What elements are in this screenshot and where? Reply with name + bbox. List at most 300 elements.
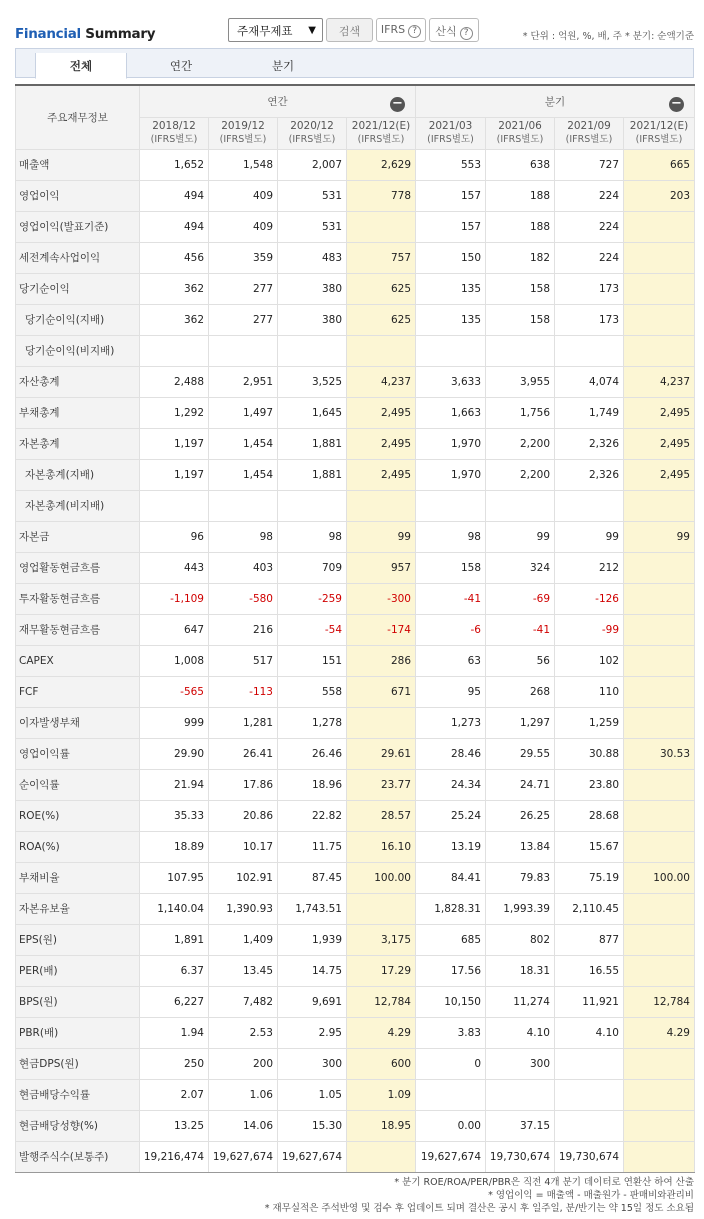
table-cell — [624, 769, 695, 800]
table-cell: 403 — [209, 552, 278, 583]
table-cell — [624, 552, 695, 583]
table-cell: 12,784 — [624, 986, 695, 1017]
table-cell: 6,227 — [140, 986, 209, 1017]
table-cell: 625 — [347, 273, 416, 304]
column-period: 2020/12 — [290, 120, 334, 132]
table-cell — [347, 335, 416, 366]
table-cell: 1,970 — [416, 428, 486, 459]
table-cell — [416, 335, 486, 366]
row-label: 당기순이익(지배) — [16, 304, 140, 335]
table-cell: 2,495 — [624, 459, 695, 490]
table-cell: 362 — [140, 304, 209, 335]
table-cell: 1.05 — [278, 1079, 347, 1110]
table-cell: 18.95 — [347, 1110, 416, 1141]
table-cell: 2,495 — [624, 428, 695, 459]
table-cell: 1,140.04 — [140, 893, 209, 924]
column-header — [209, 117, 278, 149]
table-row — [16, 614, 695, 645]
table-cell: 494 — [140, 180, 209, 211]
page-title-part2: Summary — [85, 26, 156, 42]
table-cell: 188 — [486, 180, 555, 211]
table-cell: 778 — [347, 180, 416, 211]
table-cell: 99 — [347, 521, 416, 552]
column-period: 2021/12(E) — [629, 120, 689, 132]
table-cell — [624, 1110, 695, 1141]
table-cell: 1,828.31 — [416, 893, 486, 924]
table-cell: 4.10 — [486, 1017, 555, 1048]
table-cell: 158 — [486, 304, 555, 335]
table-cell — [624, 831, 695, 862]
question-icon: ? — [460, 27, 473, 40]
table-cell — [486, 335, 555, 366]
table-cell: 250 — [140, 1048, 209, 1079]
tab-all[interactable]: 전체 — [35, 53, 127, 79]
table-cell: 1,891 — [140, 924, 209, 955]
column-basis: (IFRS별도) — [635, 134, 683, 145]
table-cell: 2,200 — [486, 459, 555, 490]
table-cell: 1,743.51 — [278, 893, 347, 924]
row-label: FCF — [16, 676, 140, 707]
row-label: 현금DPS(원) — [16, 1048, 140, 1079]
table-cell: 158 — [486, 273, 555, 304]
table-cell: 182 — [486, 242, 555, 273]
table-cell: 2,495 — [624, 397, 695, 428]
row-label: 순이익률 — [16, 769, 140, 800]
statement-type-value: 주재무제표 — [237, 24, 293, 38]
table-row — [16, 490, 695, 521]
table-cell — [555, 1048, 624, 1079]
table-cell: 2,495 — [347, 459, 416, 490]
row-label: 영업이익(발표기준) — [16, 211, 140, 242]
table-row — [16, 1079, 695, 1110]
column-period: 2021/03 — [428, 120, 473, 132]
table-cell: 16.10 — [347, 831, 416, 862]
table-cell: 4,237 — [347, 366, 416, 397]
table-cell: 203 — [624, 180, 695, 211]
table-cell: 19,216,474 — [140, 1141, 209, 1172]
table-cell: 19,627,674 — [209, 1141, 278, 1172]
table-cell: 22.82 — [278, 800, 347, 831]
column-header — [416, 117, 486, 149]
row-label: 영업이익률 — [16, 738, 140, 769]
group-annual — [140, 85, 416, 117]
table-cell: -41 — [416, 583, 486, 614]
table-cell: 4.29 — [624, 1017, 695, 1048]
table-cell: 2,495 — [347, 397, 416, 428]
group-quarter-label: 분기 — [544, 96, 566, 108]
table-row — [16, 800, 695, 831]
table-cell — [486, 1079, 555, 1110]
formula-label: 산식 — [435, 25, 457, 38]
collapse-quarter-icon[interactable]: − — [669, 97, 684, 112]
table-cell — [624, 1141, 695, 1172]
table-row — [16, 1048, 695, 1079]
table-cell: 212 — [555, 552, 624, 583]
ifrs-label: IFRS — [380, 23, 406, 36]
table-cell: 23.77 — [347, 769, 416, 800]
row-label: 발행주식수(보통주) — [16, 1141, 140, 1172]
table-cell: 483 — [278, 242, 347, 273]
table-cell: 409 — [209, 211, 278, 242]
row-label: PER(배) — [16, 955, 140, 986]
column-basis: (IFRS별도) — [288, 134, 336, 145]
corner-label: 주요재무정보 — [16, 85, 140, 149]
table-cell: 15.30 — [278, 1110, 347, 1141]
period-tabs — [15, 48, 694, 78]
table-cell: 13.19 — [416, 831, 486, 862]
column-basis: (IFRS별도) — [219, 134, 267, 145]
table-cell: 29.61 — [347, 738, 416, 769]
footnote: * 재무실적은 주석반영 및 검수 후 업데이트 되며 결산은 공시 후 일주일, 분/반기는 약 15일 정도 소요됨 — [264, 1203, 694, 1214]
row-label: EPS(원) — [16, 924, 140, 955]
table-cell: 26.25 — [486, 800, 555, 831]
table-cell: 409 — [209, 180, 278, 211]
table-row — [16, 211, 695, 242]
table-cell: 24.71 — [486, 769, 555, 800]
table-cell: 1,881 — [278, 428, 347, 459]
column-header — [624, 117, 695, 149]
table-cell: 173 — [555, 304, 624, 335]
table-row — [16, 707, 695, 738]
row-label: 자본금 — [16, 521, 140, 552]
table-cell: 1,454 — [209, 428, 278, 459]
table-cell: 2,110.45 — [555, 893, 624, 924]
table-cell: 7,482 — [209, 986, 278, 1017]
column-period: 2021/09 — [567, 120, 611, 132]
table-cell: 2,951 — [209, 366, 278, 397]
table-cell: 1,939 — [278, 924, 347, 955]
collapse-annual-icon[interactable]: − — [390, 97, 405, 112]
tab-annual[interactable]: 연간 — [169, 59, 193, 73]
table-cell: 11,274 — [486, 986, 555, 1017]
table-cell — [555, 1079, 624, 1110]
group-quarter — [416, 85, 695, 117]
table-cell — [555, 490, 624, 521]
table-cell — [416, 1079, 486, 1110]
table-cell: 11,921 — [555, 986, 624, 1017]
table-cell — [140, 490, 209, 521]
table-cell: 96 — [140, 521, 209, 552]
table-cell: 110 — [555, 676, 624, 707]
table-cell — [624, 273, 695, 304]
table-cell: 1,497 — [209, 397, 278, 428]
table-cell — [624, 335, 695, 366]
table-cell: 19,730,674 — [486, 1141, 555, 1172]
table-cell: 135 — [416, 304, 486, 335]
table-row — [16, 986, 695, 1017]
table-cell: 531 — [278, 211, 347, 242]
row-label: 부채비율 — [16, 862, 140, 893]
table-cell: 380 — [278, 304, 347, 335]
table-cell: 11.75 — [278, 831, 347, 862]
table-row — [16, 738, 695, 769]
table-cell: 517 — [209, 645, 278, 676]
table-cell: 638 — [486, 149, 555, 180]
tab-quarter[interactable]: 분기 — [271, 59, 295, 73]
table-cell: 102 — [555, 645, 624, 676]
table-cell: 1,652 — [140, 149, 209, 180]
row-label: 부채총계 — [16, 397, 140, 428]
table-cell: 380 — [278, 273, 347, 304]
table-cell: 600 — [347, 1048, 416, 1079]
row-label: 영업활동현금흐름 — [16, 552, 140, 583]
column-header — [140, 117, 209, 149]
table-cell: 1.06 — [209, 1079, 278, 1110]
table-cell: 362 — [140, 273, 209, 304]
row-label: 당기순이익 — [16, 273, 140, 304]
table-cell — [624, 707, 695, 738]
table-cell — [555, 1110, 624, 1141]
table-cell: 30.88 — [555, 738, 624, 769]
table-cell — [624, 924, 695, 955]
table-cell: 17.56 — [416, 955, 486, 986]
table-cell: 19,627,674 — [416, 1141, 486, 1172]
table-cell: 3.83 — [416, 1017, 486, 1048]
table-cell: 268 — [486, 676, 555, 707]
table-cell: 37.15 — [486, 1110, 555, 1141]
chevron-down-icon: ▼ — [308, 25, 316, 36]
table-cell: 359 — [209, 242, 278, 273]
table-cell: 25.24 — [416, 800, 486, 831]
table-cell: 1,409 — [209, 924, 278, 955]
table-cell: 3,955 — [486, 366, 555, 397]
table-cell: 100.00 — [624, 862, 695, 893]
table-cell — [555, 335, 624, 366]
table-cell — [486, 490, 555, 521]
table-cell: 4,237 — [624, 366, 695, 397]
table-cell: 1,970 — [416, 459, 486, 490]
table-cell: 98 — [416, 521, 486, 552]
table-cell: -113 — [209, 676, 278, 707]
table-cell: 3,175 — [347, 924, 416, 955]
column-basis: (IFRS별도) — [427, 134, 474, 145]
table-cell: 28.68 — [555, 800, 624, 831]
table-cell: 1,292 — [140, 397, 209, 428]
table-cell: 23.80 — [555, 769, 624, 800]
row-label: PBR(배) — [16, 1017, 140, 1048]
column-basis: (IFRS별도) — [150, 134, 198, 145]
column-period: 2019/12 — [221, 120, 265, 132]
table-row — [16, 955, 695, 986]
table-cell: 14.75 — [278, 955, 347, 986]
table-cell: 107.95 — [140, 862, 209, 893]
table-cell: 494 — [140, 211, 209, 242]
table-cell — [209, 490, 278, 521]
table-cell: -565 — [140, 676, 209, 707]
table-cell: 999 — [140, 707, 209, 738]
table-cell — [278, 335, 347, 366]
table-cell: 224 — [555, 242, 624, 273]
table-cell: 224 — [555, 211, 624, 242]
table-cell: 158 — [416, 552, 486, 583]
table-row — [16, 645, 695, 676]
column-header — [347, 117, 416, 149]
table-row — [16, 583, 695, 614]
table-cell: 2,495 — [347, 428, 416, 459]
financial-summary-table — [15, 84, 695, 1173]
table-cell — [347, 490, 416, 521]
table-cell: 26.41 — [209, 738, 278, 769]
table-row — [16, 397, 695, 428]
table-cell: 63 — [416, 645, 486, 676]
table-cell: 29.55 — [486, 738, 555, 769]
table-cell: 709 — [278, 552, 347, 583]
table-cell: 16.55 — [555, 955, 624, 986]
footnotes — [265, 1176, 694, 1215]
table-cell: 9,691 — [278, 986, 347, 1017]
table-cell: -1,109 — [140, 583, 209, 614]
row-label: ROA(%) — [16, 831, 140, 862]
table-cell: -174 — [347, 614, 416, 645]
table-cell: -300 — [347, 583, 416, 614]
table-cell: 26.46 — [278, 738, 347, 769]
table-cell: 727 — [555, 149, 624, 180]
table-cell: 100.00 — [347, 862, 416, 893]
table-cell: 99 — [624, 521, 695, 552]
table-cell: 102.91 — [209, 862, 278, 893]
table-cell: 56 — [486, 645, 555, 676]
table-cell: 224 — [555, 180, 624, 211]
formula-help-button[interactable] — [429, 18, 479, 42]
table-cell: 647 — [140, 614, 209, 645]
table-cell: 1,749 — [555, 397, 624, 428]
table-cell: 802 — [486, 924, 555, 955]
table-cell — [624, 1079, 695, 1110]
table-cell: 685 — [416, 924, 486, 955]
toolbar — [0, 0, 704, 46]
table-cell: 671 — [347, 676, 416, 707]
table-cell: 324 — [486, 552, 555, 583]
row-label: CAPEX — [16, 645, 140, 676]
table-cell: 13.25 — [140, 1110, 209, 1141]
table-row — [16, 428, 695, 459]
table-cell: 4.10 — [555, 1017, 624, 1048]
row-label: ROE(%) — [16, 800, 140, 831]
table-cell — [624, 304, 695, 335]
table-cell — [624, 211, 695, 242]
table-cell — [624, 893, 695, 924]
table-cell: 10.17 — [209, 831, 278, 862]
table-cell: 1,548 — [209, 149, 278, 180]
table-cell: 18.96 — [278, 769, 347, 800]
table-row — [16, 521, 695, 552]
table-cell: 17.86 — [209, 769, 278, 800]
table-row — [16, 273, 695, 304]
table-row — [16, 335, 695, 366]
table-row — [16, 366, 695, 397]
table-cell: 151 — [278, 645, 347, 676]
column-period: 2018/12 — [152, 120, 196, 132]
ifrs-help-button[interactable] — [376, 18, 426, 42]
table-cell — [347, 1141, 416, 1172]
table-cell: -69 — [486, 583, 555, 614]
table-cell: 1,645 — [278, 397, 347, 428]
table-cell: 443 — [140, 552, 209, 583]
table-cell: 35.33 — [140, 800, 209, 831]
table-cell: 553 — [416, 149, 486, 180]
table-cell: 1,008 — [140, 645, 209, 676]
table-cell: 757 — [347, 242, 416, 273]
table-cell — [624, 614, 695, 645]
table-cell: 2,326 — [555, 428, 624, 459]
table-row — [16, 242, 695, 273]
table-cell: 173 — [555, 273, 624, 304]
table-cell: 1,278 — [278, 707, 347, 738]
table-row — [16, 304, 695, 335]
table-cell: 99 — [486, 521, 555, 552]
table-cell: 1,273 — [416, 707, 486, 738]
table-cell: 300 — [486, 1048, 555, 1079]
statement-type-select[interactable] — [228, 18, 323, 42]
table-cell: 1,390.93 — [209, 893, 278, 924]
table-cell — [347, 893, 416, 924]
table-cell: 1.94 — [140, 1017, 209, 1048]
column-header — [555, 117, 624, 149]
page-title — [15, 26, 155, 42]
table-cell: 157 — [416, 211, 486, 242]
row-label: 자산총계 — [16, 366, 140, 397]
table-cell — [347, 211, 416, 242]
table-cell: 29.90 — [140, 738, 209, 769]
table-cell — [278, 490, 347, 521]
table-cell: 10,150 — [416, 986, 486, 1017]
page-title-part1: Financial — [15, 26, 81, 42]
table-row — [16, 1017, 695, 1048]
row-label: 자본총계(지배) — [16, 459, 140, 490]
table-row — [16, 831, 695, 862]
table-cell: 2,200 — [486, 428, 555, 459]
table-cell: -54 — [278, 614, 347, 645]
table-row — [16, 459, 695, 490]
table-cell: 157 — [416, 180, 486, 211]
table-row — [16, 862, 695, 893]
table-cell: 957 — [347, 552, 416, 583]
table-cell: 665 — [624, 149, 695, 180]
table-cell: 625 — [347, 304, 416, 335]
table-cell: 17.29 — [347, 955, 416, 986]
table-cell: 1,281 — [209, 707, 278, 738]
row-label: 투자활동현금흐름 — [16, 583, 140, 614]
table-cell — [624, 676, 695, 707]
table-cell: 1,197 — [140, 428, 209, 459]
table-cell: -126 — [555, 583, 624, 614]
table-cell — [347, 707, 416, 738]
table-cell: 6.37 — [140, 955, 209, 986]
table-cell: 4,074 — [555, 366, 624, 397]
table-cell: 277 — [209, 304, 278, 335]
table-cell: 0.00 — [416, 1110, 486, 1141]
table-cell: 2,629 — [347, 149, 416, 180]
table-cell: 20.86 — [209, 800, 278, 831]
table-row — [16, 180, 695, 211]
table-cell: 98 — [209, 521, 278, 552]
table-cell: 24.34 — [416, 769, 486, 800]
financial-table-wrapper — [15, 84, 694, 1173]
table-cell: 2.07 — [140, 1079, 209, 1110]
table-cell: 18.31 — [486, 955, 555, 986]
table-row — [16, 1141, 695, 1172]
table-cell: 216 — [209, 614, 278, 645]
table-cell: 135 — [416, 273, 486, 304]
table-cell: 1,454 — [209, 459, 278, 490]
table-cell: 2.53 — [209, 1017, 278, 1048]
table-cell: 1,993.39 — [486, 893, 555, 924]
table-cell: -580 — [209, 583, 278, 614]
row-label: BPS(원) — [16, 986, 140, 1017]
table-row — [16, 1110, 695, 1141]
search-button[interactable]: 검색 — [326, 18, 373, 42]
table-cell: 3,633 — [416, 366, 486, 397]
